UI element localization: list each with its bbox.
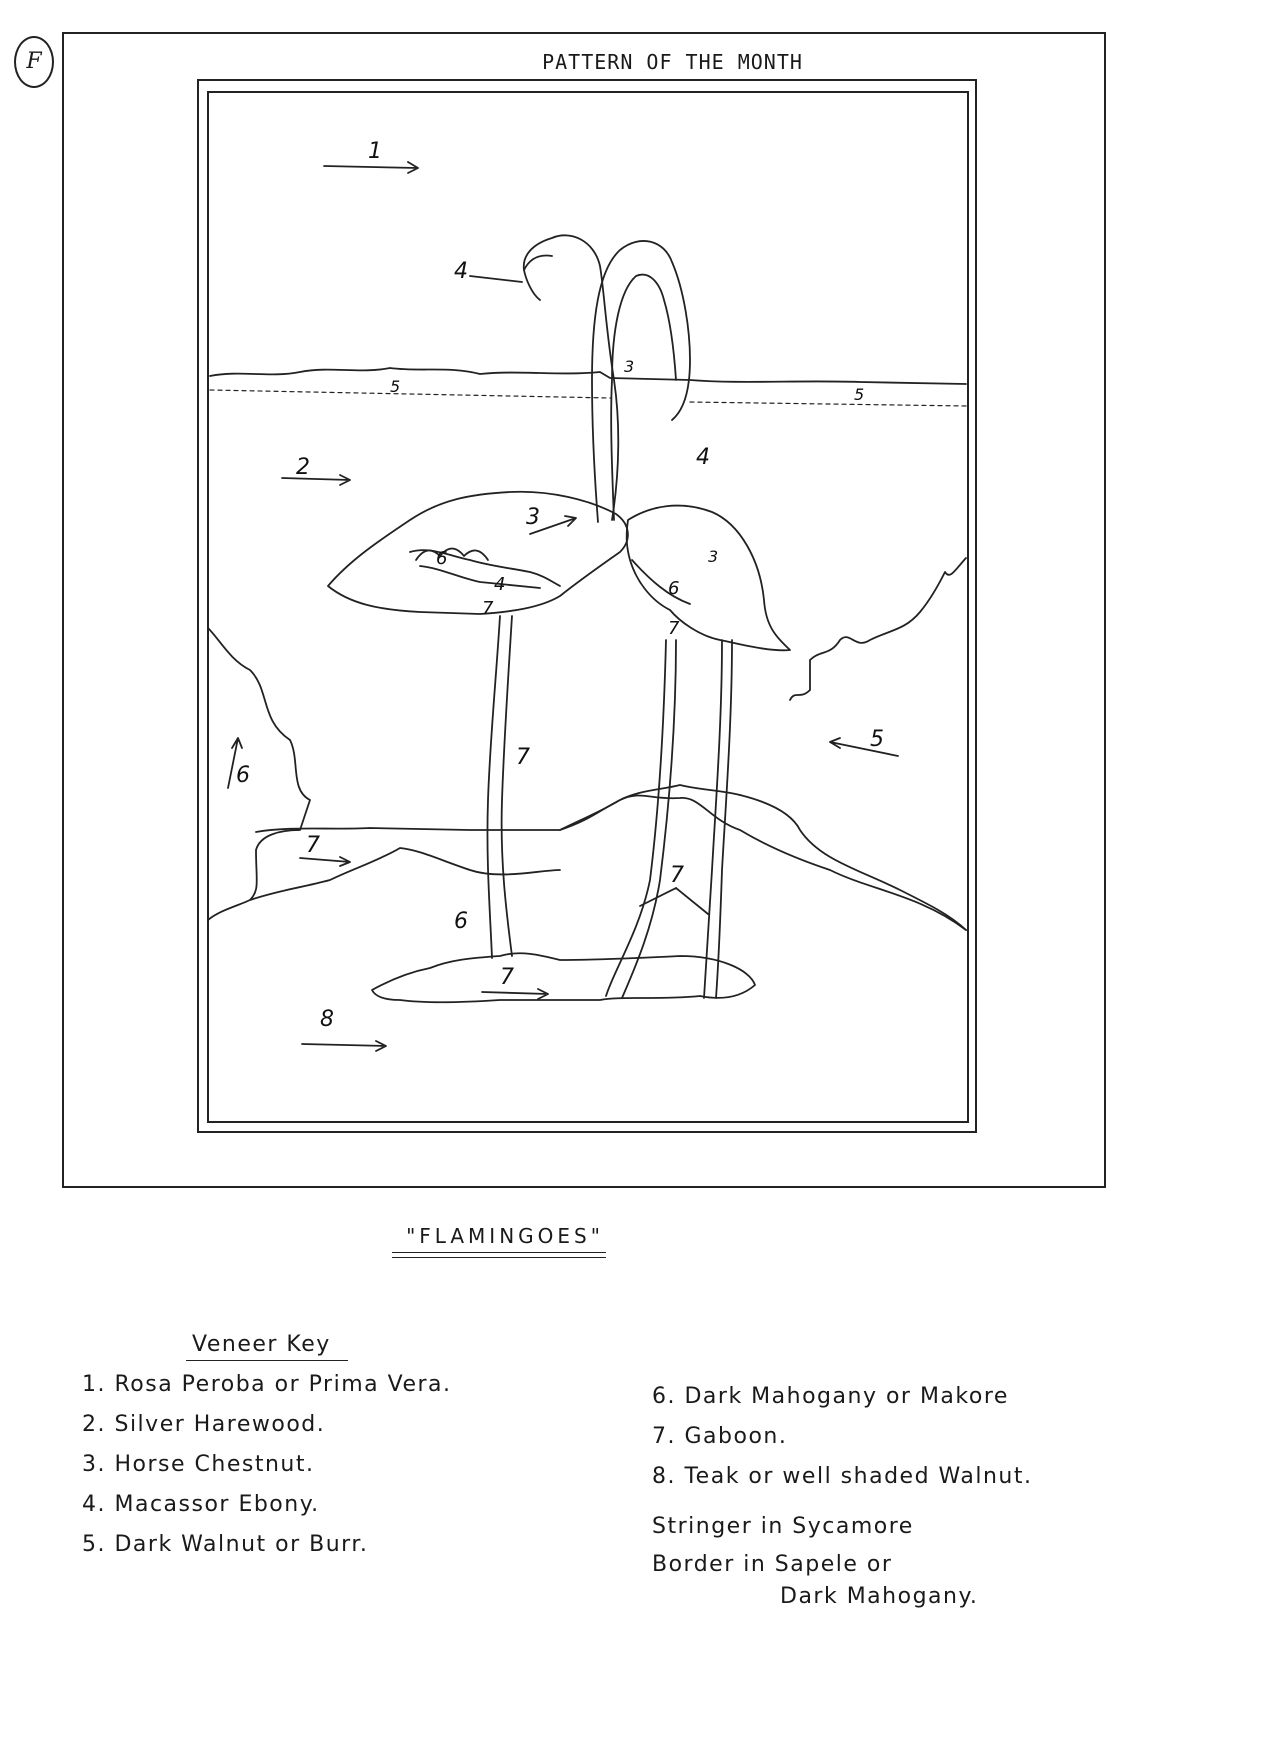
label-water: 2	[296, 455, 310, 480]
right-flamingo-neck-inner	[611, 275, 676, 520]
label-legs-right: 7	[670, 863, 684, 888]
right-flamingo-body	[627, 506, 790, 651]
right-flamingo-neck	[592, 241, 690, 522]
label-right-underside: 7	[668, 618, 680, 639]
horizon-dashed	[210, 390, 966, 406]
puddle	[372, 953, 755, 1002]
label-puddle: 7	[500, 965, 514, 990]
arrow-beak-left	[470, 276, 522, 282]
left-flamingo-feathers	[416, 549, 488, 561]
label-horizon-left: 5	[390, 377, 401, 396]
horizon-line	[210, 368, 966, 384]
label-neck-right: 3	[624, 357, 635, 376]
border-note: Border in Sapele or	[652, 1552, 893, 1577]
label-banks-right: 5	[870, 727, 884, 752]
label-beak-left: 4	[454, 259, 468, 284]
page-header: PATTERN OF THE MONTH	[542, 50, 803, 74]
tall-flamingo-beak	[524, 256, 552, 270]
picture-border-inner	[208, 92, 968, 1122]
veneer-key-item: 6. Dark Mahogany or Makore	[652, 1384, 1009, 1409]
border-note-cont: Dark Mahogany.	[780, 1584, 979, 1609]
stringer-note: Stringer in Sycamore	[652, 1514, 914, 1539]
arrow-water	[282, 475, 350, 485]
label-horizon-right: 5	[854, 385, 865, 404]
veneer-key-item: 2. Silver Harewood.	[82, 1412, 326, 1437]
corner-mark: F	[14, 36, 54, 88]
left-island	[256, 795, 966, 930]
left-flamingo-leg-a	[487, 616, 500, 958]
veneer-key-item: 1. Rosa Peroba or Prima Vera.	[82, 1372, 452, 1397]
veneer-key-item: 8. Teak or well shaded Walnut.	[652, 1464, 1033, 1489]
left-island-lower	[250, 848, 560, 900]
veneer-key-item: 7. Gaboon.	[652, 1424, 788, 1449]
veneer-key-heading: Veneer Key	[192, 1332, 331, 1357]
mid-bank	[560, 785, 740, 830]
right-flamingo-leg-b	[622, 640, 676, 998]
title-underline-1	[392, 1252, 606, 1253]
left-bank	[208, 628, 310, 920]
arrow-banks-right	[830, 738, 898, 756]
design-title: "FLAMINGOES"	[406, 1224, 604, 1248]
label-wing-tip: 4	[494, 574, 506, 595]
label-bank-left-low: 7	[306, 833, 320, 858]
arrow-ground	[302, 1041, 386, 1051]
veneer-key-heading-underline	[186, 1360, 348, 1361]
veneer-key-item: 3. Horse Chestnut.	[82, 1452, 315, 1477]
left-flamingo-body	[328, 492, 628, 614]
label-body-right-low: 6	[668, 578, 680, 599]
veneer-key-item: 5. Dark Walnut or Burr.	[82, 1532, 369, 1557]
label-wing-under: 7	[482, 598, 494, 619]
label-leg-left-low: 6	[454, 909, 468, 934]
left-flamingo-leg-b	[502, 616, 512, 956]
label-body-right: 3	[708, 547, 719, 566]
label-sky: 1	[368, 139, 382, 164]
right-flamingo-leg-a	[606, 640, 666, 996]
picture-border-outer	[198, 80, 976, 1132]
label-wing-back: 3	[526, 505, 540, 530]
right-bank	[790, 558, 966, 700]
label-wing-feathers: 6	[436, 548, 448, 569]
arrow-bank-left-low	[300, 857, 350, 866]
label-ground: 8	[320, 1007, 334, 1032]
arrow-puddle	[482, 989, 548, 999]
label-leg-left: 7	[516, 745, 530, 770]
label-bank-left: 6	[236, 763, 250, 788]
title-underline-2	[392, 1257, 606, 1258]
veneer-key-item: 4. Macassor Ebony.	[82, 1492, 320, 1517]
label-beak-right: 4	[696, 445, 710, 470]
arrow-legs-right	[640, 888, 708, 914]
